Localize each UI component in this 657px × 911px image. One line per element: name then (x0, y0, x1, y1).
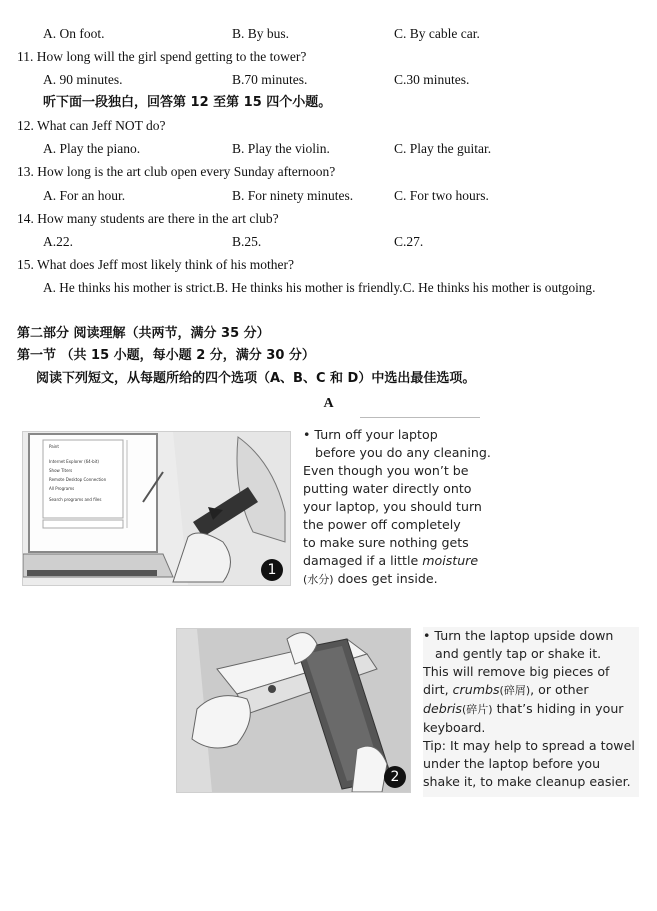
q15-question: 15. What does Jeff most likely think of his mother? (17, 257, 294, 272)
panel1-line: • Turn off your laptop (303, 427, 438, 442)
panel1-line: damaged if a little moisture (303, 553, 479, 568)
menu-search: Search programs and files (49, 497, 102, 502)
panel1-line: (水分) does get inside. (303, 571, 438, 586)
panel1-line: before you do any cleaning. (303, 445, 491, 460)
panel2-line: dirt, crumbs(碎屑), or other (423, 682, 589, 697)
q12-option-a: A. Play the piano. (43, 141, 141, 156)
menu-item-remote: Remote Desktop Connection (49, 477, 107, 482)
panel2-line: • Turn the laptop upside down (423, 628, 614, 643)
panel2-text (423, 627, 639, 797)
q13-option-b: B. For ninety minutes. (232, 188, 354, 203)
q11-question: 11. How long will the girl spend getting to the tower? (17, 49, 307, 64)
q15-options: A. He thinks his mother is strict.B. He thinks his mother is friendly.C. He thinks his mother is outgoing. (43, 280, 596, 295)
panel1-line: Even though you won’t be (303, 463, 469, 478)
q14-question: 14. How many students are there in the art club? (17, 211, 279, 226)
panel2-line: This will remove big pieces of (423, 664, 610, 679)
q12-question: 12. What can Jeff NOT do? (17, 118, 166, 133)
q14-option-b: B.25. (232, 234, 262, 249)
passage-label: A (323, 396, 334, 411)
menu-item-ie: Internet Explorer (64-bit) (49, 459, 99, 464)
panel2-line: shake it, to make cleanup easier. (423, 774, 631, 789)
q10-option-a: A. On foot. (43, 26, 105, 41)
q14-option-a: A.22. (43, 234, 73, 249)
panel2-line: Tip: It may help to spread a towel (423, 738, 635, 753)
q13-option-c: C. For two hours. (394, 188, 489, 203)
q12-option-c: C. Play the guitar. (394, 141, 492, 156)
panel1-line: putting water directly onto (303, 481, 472, 496)
panel2-line: debris(碎片) that’s hiding in your (423, 701, 624, 716)
panel2-line: keyboard. (423, 720, 486, 735)
menu-item-all-programs: All Programs (49, 486, 75, 491)
monologue-instruction: 听下面一段独白，回答第 12 至第 15 四个小题。 (43, 95, 332, 110)
reading-instruction: 阅读下列短文，从每题所给的四个选项（A、B、C 和 D）中选出最佳选项。 (36, 371, 476, 386)
q10-option-b: B. By bus. (232, 26, 290, 41)
menu-item-paint: Paint (49, 444, 59, 449)
q11-option-c: C.30 minutes. (394, 72, 470, 87)
laptop-illustration-2 (177, 629, 410, 792)
divider (360, 417, 480, 418)
q11-option-a: A. 90 minutes. (43, 72, 123, 87)
q13-option-a: A. For an hour. (43, 188, 126, 203)
panel1-text (303, 426, 491, 589)
step-number-2: 2 (384, 766, 406, 788)
laptop-poweroff-illustration (22, 431, 291, 586)
panel2-line: under the laptop before you (423, 756, 601, 771)
q11-option-b: B.70 minutes. (232, 72, 308, 87)
panel1-line: to make sure nothing gets (303, 535, 469, 550)
step-number-1: 1 (261, 559, 283, 581)
q14-option-c: C.27. (394, 234, 424, 249)
section1-heading: 第一节 （共 15 小题，每小题 2 分，满分 30 分） (17, 348, 315, 363)
panel2-line: and gently tap or shake it. (423, 646, 602, 661)
q12-option-b: B. Play the violin. (232, 141, 330, 156)
panel1-line: your laptop, you should turn (303, 499, 482, 514)
q13-question: 13. How long is the art club open every Sunday afternoon? (17, 164, 336, 179)
menu-item-titers: Show Titers (49, 468, 73, 473)
part2-heading: 第二部分 阅读理解（共两节，满分 35 分） (17, 326, 270, 341)
panel1-line: the power off completely (303, 517, 461, 532)
q10-option-c: C. By cable car. (394, 26, 480, 41)
laptop-shake-illustration (176, 628, 411, 793)
